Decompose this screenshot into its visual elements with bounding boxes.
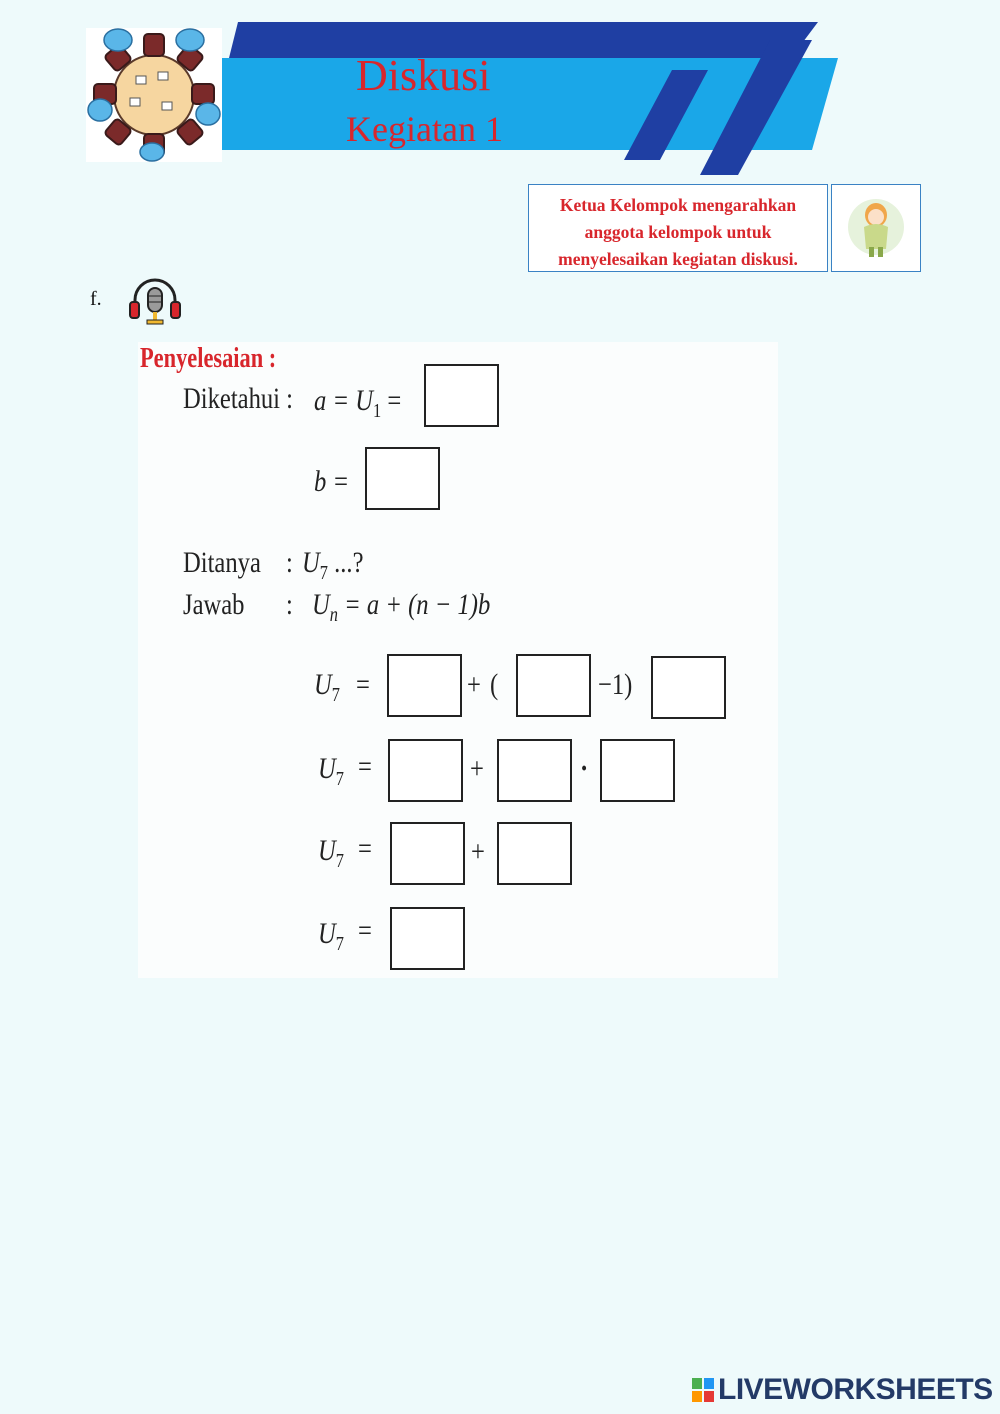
answer-box-row2-b[interactable]	[497, 739, 572, 802]
answer-box-row1-b[interactable]	[651, 656, 726, 719]
answer-box-row1-n[interactable]	[516, 654, 591, 717]
u7-label: $U_7$	[318, 834, 344, 872]
page-subtitle: Kegiatan 1	[346, 109, 503, 149]
answer-box-b[interactable]	[365, 447, 440, 510]
answer-box-row3-a[interactable]	[390, 822, 465, 885]
u7-label: $U_7$	[318, 917, 344, 955]
arithmetic-formula: $U_n = a + (n - 1)b$	[312, 588, 491, 626]
note-line: Ketua Kelompok mengarahkan	[559, 195, 797, 215]
instruction-note	[528, 184, 828, 272]
answer-box-a[interactable]	[424, 364, 499, 427]
item-label: f.	[90, 288, 102, 310]
avatar	[831, 184, 921, 272]
asked-value: $U_7$ ...?	[302, 546, 364, 584]
known-label: Diketahui :	[183, 382, 293, 415]
discussion-table-icon	[86, 28, 222, 162]
u7-label: $U_7$	[314, 668, 340, 706]
u7-label: $U_7$	[318, 752, 344, 790]
equals-sign: =	[358, 750, 372, 783]
equals-sign: =	[356, 668, 370, 701]
answer-label: Jawab	[183, 588, 245, 621]
note-line: menyelesaikan kegiatan diskusi.	[558, 249, 798, 269]
minus-one: −1)	[598, 668, 633, 701]
open-paren: (	[490, 668, 499, 701]
asked-colon: :	[286, 546, 293, 579]
girl-avatar-icon	[832, 185, 920, 271]
solution-title: Penyelesaian :	[140, 343, 277, 374]
plus-sign: +	[471, 835, 485, 868]
answer-box-row2-a[interactable]	[388, 739, 463, 802]
equals-sign: =	[358, 832, 372, 865]
note-line: anggota kelompok untuk	[584, 222, 772, 242]
liveworksheets-logo-icon	[692, 1378, 714, 1402]
known-b-expression: b =	[314, 465, 350, 498]
plus-sign: +	[467, 668, 481, 701]
known-a-expression: $a = U_1$ =	[314, 384, 402, 422]
plus-sign: +	[470, 752, 484, 785]
answer-colon: :	[286, 588, 293, 621]
multiply-dot: ·	[580, 752, 589, 785]
answer-box-row3-b[interactable]	[497, 822, 572, 885]
answer-box-row1-a[interactable]	[387, 654, 462, 717]
headphone-microphone-icon[interactable]	[127, 272, 183, 328]
equals-sign: =	[358, 914, 372, 947]
page-title: Diskusi	[356, 51, 491, 100]
asked-label: Ditanya	[183, 546, 261, 579]
brand-name[interactable]: LIVEWORKSHEETS	[718, 1373, 993, 1406]
answer-box-row2-c[interactable]	[600, 739, 675, 802]
answer-box-final[interactable]	[390, 907, 465, 970]
